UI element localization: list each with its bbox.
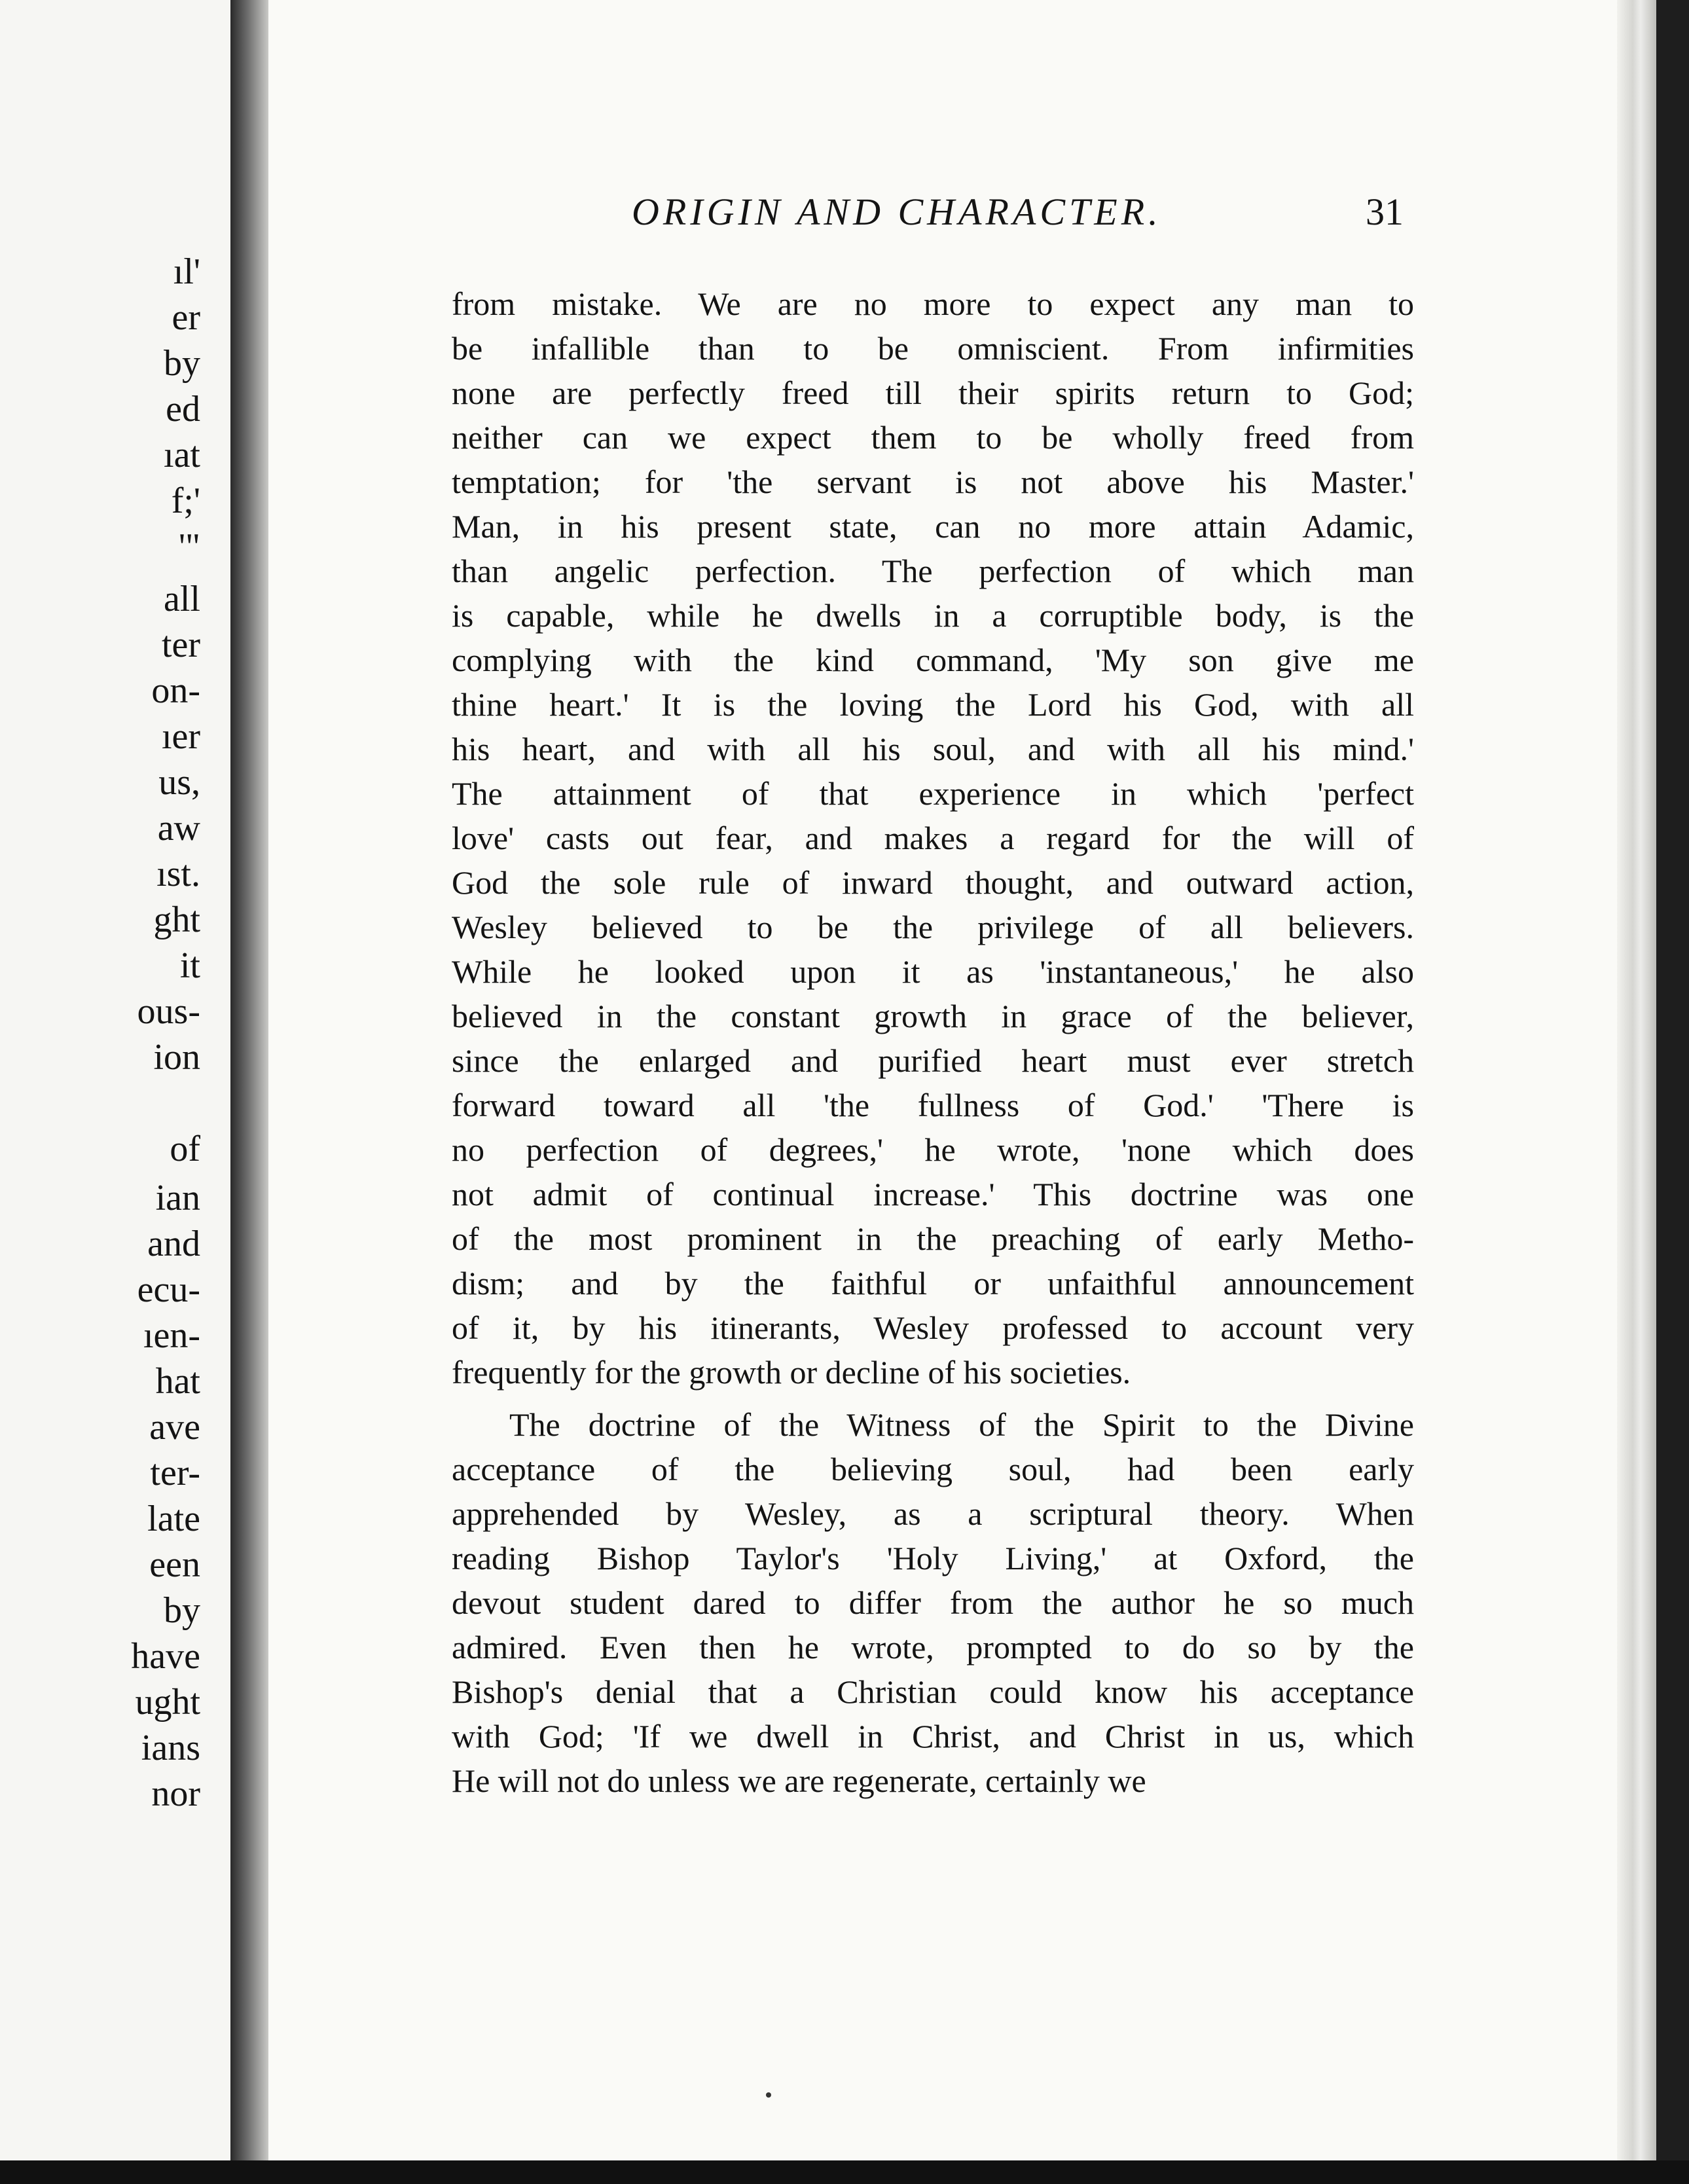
facing-page-line-fragment: ıer (161, 716, 200, 757)
facing-page-line-fragment: late (147, 1499, 200, 1539)
scan-border (0, 2160, 1689, 2184)
page-edge (1617, 0, 1656, 2160)
text-line: temptation; for 'the servant is not above his Master.' (452, 464, 1414, 500)
text-line: is capable, while he dwells in a corruptible body, is the (452, 597, 1414, 634)
text-line: none are perfectly freed till their spirits return to God; (452, 374, 1414, 411)
text-line: thine heart.' It is the loving the Lord his God, with all (452, 686, 1414, 723)
facing-page-line-fragment: have (131, 1636, 200, 1677)
text-line: dism; and by the faithful or unfaithful announcement (452, 1265, 1414, 1301)
facing-page-line-fragment: ıen- (143, 1315, 200, 1356)
text-line: since the enlarged and purified heart must ever stretch (452, 1042, 1414, 1079)
facing-page-line-fragment: ught (135, 1682, 200, 1722)
facing-page-line-fragment: us, (158, 762, 200, 803)
page-number: 31 (1366, 191, 1404, 233)
ink-speck (766, 2092, 771, 2098)
facing-page-line-fragment: ght (153, 900, 200, 940)
text-line: his heart, and with all his soul, and with all his mind.' (452, 731, 1414, 767)
text-line: of the most prominent in the preaching of early Metho- (452, 1220, 1414, 1257)
facing-page-line-fragment: ous- (137, 991, 200, 1032)
paragraph (452, 1402, 1414, 1803)
text-line: Man, in his present state, can no more attain Adamic, (452, 508, 1414, 545)
facing-page-line-fragment: and (147, 1224, 200, 1264)
facing-page-line-fragment: by (164, 343, 200, 384)
text-line: devout student dared to differ from the author he so much (452, 1584, 1414, 1621)
facing-page-line-fragment: by (164, 1590, 200, 1631)
facing-page-line-fragment: ıst. (156, 854, 200, 894)
text-line: frequently for the growth or decline of his societies. (452, 1354, 1131, 1391)
text-line: admired. Even then he wrote, prompted to do so by the (452, 1629, 1414, 1665)
text-line: from mistake. We are no more to expect any man to (452, 285, 1414, 322)
text-line: reading Bishop Taylor's 'Holy Living,' at Oxford, the (452, 1540, 1414, 1576)
text-line: The doctrine of the Witness of the Spirit to the Divine (509, 1406, 1414, 1443)
facing-page-line-fragment: ians (141, 1728, 200, 1768)
facing-page-line-fragment: on- (151, 670, 200, 711)
facing-page-line-fragment: ave (149, 1407, 200, 1447)
facing-page-line-fragment: ter (161, 625, 200, 665)
text-line: neither can we expect them to be wholly freed from (452, 419, 1414, 456)
text-line: God the sole rule of inward thought, and outward action, (452, 864, 1414, 901)
text-line: believed in the constant growth in grace of the believer, (452, 998, 1414, 1034)
text-line: apprehended by Wesley, as a scriptural theory. When (452, 1495, 1414, 1532)
text-line: than angelic perfection. The perfection of which man (452, 553, 1414, 589)
facing-page (0, 0, 230, 2160)
text-line: complying with the kind command, 'My son give me (452, 642, 1414, 678)
facing-page-line-fragment: of (170, 1129, 200, 1169)
facing-page-line-fragment: all (164, 579, 200, 619)
facing-page-line-fragment: ter- (150, 1453, 200, 1493)
text-line: forward toward all 'the fullness of God.' 'There is (452, 1087, 1414, 1123)
facing-page-line-fragment: ecu- (137, 1269, 200, 1310)
facing-page-line-fragment: ıat (164, 435, 200, 475)
text-line: The attainment of that experience in which 'perfect (452, 775, 1414, 812)
facing-page-line-fragment: een (149, 1544, 200, 1585)
text-line: with God; 'If we dwell in Christ, and Christ in us, which (452, 1718, 1414, 1755)
text-line: While he looked upon it as 'instantaneous,' he also (452, 953, 1414, 990)
body-text (452, 282, 1414, 1803)
facing-page-line-fragment: f;' (171, 481, 200, 521)
text-line: Wesley believed to be the privilege of all believers. (452, 909, 1414, 945)
text-line: Bishop's denial that a Christian could know his acceptance (452, 1673, 1414, 1710)
facing-page-line-fragment: '" (179, 526, 200, 567)
facing-page-line-fragment: ian (155, 1178, 200, 1218)
text-line: of it, by his itinerants, Wesley professed to account very (452, 1309, 1414, 1346)
facing-page-line-fragment: nor (151, 1774, 200, 1814)
facing-page-line-fragment: hat (155, 1361, 200, 1402)
facing-page-line-fragment: it (179, 945, 200, 986)
text-line: love' casts out fear, and makes a regard for the will of (452, 820, 1414, 856)
book-gutter (230, 0, 268, 2160)
text-line: acceptance of the believing soul, had been early (452, 1451, 1414, 1487)
facing-page-line-fragment: er (172, 297, 200, 338)
text-line: not admit of continual increase.' This doctrine was one (452, 1176, 1414, 1212)
facing-page-line-fragment: ion (153, 1037, 200, 1078)
running-head: ORIGIN AND CHARACTER. (632, 191, 1162, 233)
paragraph (452, 282, 1414, 1394)
facing-page-line-fragment: ed (166, 389, 200, 429)
text-line: no perfection of degrees,' he wrote, 'none which does (452, 1131, 1414, 1168)
facing-page-line-fragment: aw (157, 808, 200, 848)
facing-page-line-fragment: ıl' (173, 251, 200, 292)
text-line: He will not do unless we are regenerate, certainly we (452, 1762, 1146, 1799)
text-line: be infallible than to be omniscient. From infirmities (452, 330, 1414, 367)
